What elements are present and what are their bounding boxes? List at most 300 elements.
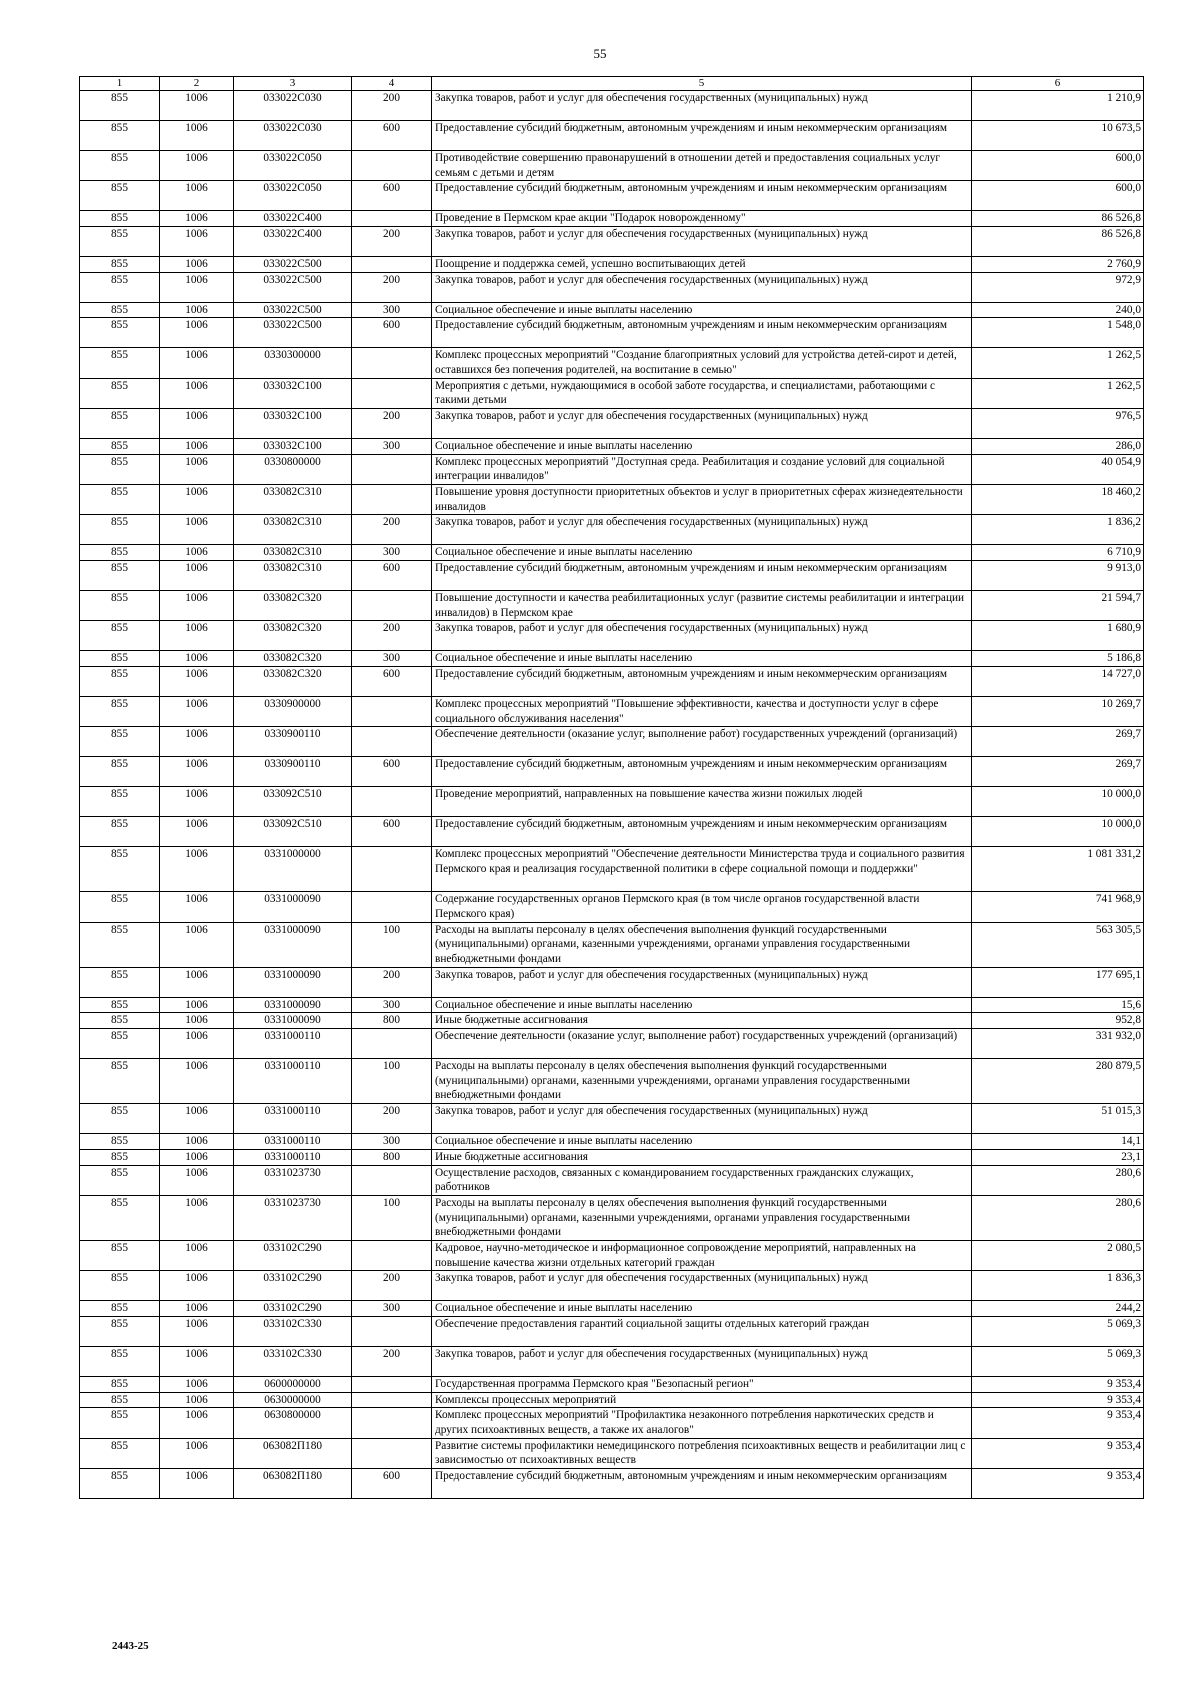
cell-description: Предоставление субсидий бюджетным, автономным учреждениям и иным некоммерческим организациям (432, 757, 972, 787)
cell-target-article: 033022С050 (234, 181, 352, 211)
cell-section-code: 1006 (160, 151, 234, 181)
cell-ministry-code: 855 (80, 591, 160, 621)
cell-ministry-code: 855 (80, 757, 160, 787)
table-row (80, 1149, 1144, 1165)
cell-description: Закупка товаров, работ и услуг для обеспечения государственных (муниципальных) нужд (432, 91, 972, 121)
cell-target-article: 0330900000 (234, 697, 352, 727)
cell-ministry-code: 855 (80, 1408, 160, 1438)
cell-expense-type: 600 (352, 1468, 432, 1498)
cell-expense-type: 600 (352, 667, 432, 697)
column-header: 2 (160, 77, 234, 91)
cell-section-code: 1006 (160, 1029, 234, 1059)
cell-amount: 9 353,4 (972, 1392, 1144, 1408)
cell-ministry-code: 855 (80, 561, 160, 591)
cell-target-article: 0331000110 (234, 1059, 352, 1104)
cell-amount: 1 680,9 (972, 621, 1144, 651)
cell-target-article: 0331000110 (234, 1149, 352, 1165)
cell-section-code: 1006 (160, 181, 234, 211)
cell-expense-type: 300 (352, 439, 432, 455)
cell-section-code: 1006 (160, 348, 234, 378)
cell-description: Закупка товаров, работ и услуг для обеспечения государственных (муниципальных) нужд (432, 272, 972, 302)
cell-section-code: 1006 (160, 621, 234, 651)
cell-amount: 1 262,5 (972, 348, 1144, 378)
table-row (80, 1392, 1144, 1408)
cell-ministry-code: 855 (80, 651, 160, 667)
cell-amount: 1 210,9 (972, 91, 1144, 121)
cell-amount: 563 305,5 (972, 922, 1144, 967)
cell-ministry-code: 855 (80, 211, 160, 227)
cell-target-article: 033022С050 (234, 151, 352, 181)
cell-ministry-code: 855 (80, 272, 160, 302)
cell-target-article: 0331000090 (234, 922, 352, 967)
cell-target-article: 033022С400 (234, 227, 352, 257)
cell-description: Предоставление субсидий бюджетным, автономным учреждениям и иным некоммерческим организациям (432, 1468, 972, 1498)
table-row (80, 1316, 1144, 1346)
cell-description: Повышение доступности и качества реабилитационных услуг (развитие системы реабилитации и интеграции инвалидов) в Пермском крае (432, 591, 972, 621)
cell-description: Обеспечение деятельности (оказание услуг, выполнение работ) государственных учреждений (организаций) (432, 1029, 972, 1059)
cell-amount: 1 548,0 (972, 318, 1144, 348)
cell-expense-type (352, 1408, 432, 1438)
cell-expense-type (352, 847, 432, 892)
cell-section-code: 1006 (160, 1165, 234, 1195)
cell-amount: 14 727,0 (972, 667, 1144, 697)
cell-section-code: 1006 (160, 1392, 234, 1408)
cell-amount: 244,2 (972, 1301, 1144, 1317)
cell-description: Проведение мероприятий, направленных на повышение качества жизни пожилых людей (432, 787, 972, 817)
cell-expense-type (352, 1240, 432, 1270)
cell-expense-type (352, 211, 432, 227)
cell-ministry-code: 855 (80, 454, 160, 484)
cell-amount: 10 673,5 (972, 121, 1144, 151)
cell-target-article: 033102С330 (234, 1346, 352, 1376)
table-row (80, 515, 1144, 545)
cell-ministry-code: 855 (80, 1029, 160, 1059)
cell-expense-type: 100 (352, 1195, 432, 1240)
cell-description: Социальное обеспечение и иные выплаты населению (432, 1134, 972, 1150)
cell-ministry-code: 855 (80, 1376, 160, 1392)
cell-description: Закупка товаров, работ и услуг для обеспечения государственных (муниципальных) нужд (432, 967, 972, 997)
cell-expense-type (352, 697, 432, 727)
cell-expense-type: 200 (352, 91, 432, 121)
table-row (80, 211, 1144, 227)
table-row (80, 545, 1144, 561)
table-row (80, 727, 1144, 757)
cell-expense-type: 300 (352, 302, 432, 318)
cell-amount: 9 353,4 (972, 1376, 1144, 1392)
table-row (80, 621, 1144, 651)
cell-description: Закупка товаров, работ и услуг для обеспечения государственных (муниципальных) нужд (432, 621, 972, 651)
cell-amount: 1 836,2 (972, 515, 1144, 545)
cell-amount: 9 353,4 (972, 1408, 1144, 1438)
table-row (80, 318, 1144, 348)
cell-expense-type (352, 485, 432, 515)
cell-expense-type (352, 378, 432, 408)
cell-description: Расходы на выплаты персоналу в целях обеспечения выполнения функций государственными (муниципальными) органами, казенными учреждениями, органами управления государственными внебюджетными фондами (432, 1195, 972, 1240)
cell-ministry-code: 855 (80, 1149, 160, 1165)
cell-target-article: 033032С100 (234, 439, 352, 455)
cell-expense-type (352, 591, 432, 621)
cell-amount: 9 353,4 (972, 1468, 1144, 1498)
cell-section-code: 1006 (160, 1149, 234, 1165)
cell-amount: 269,7 (972, 757, 1144, 787)
table-row (80, 302, 1144, 318)
cell-ministry-code: 855 (80, 817, 160, 847)
cell-target-article: 033082С320 (234, 591, 352, 621)
cell-amount: 9 353,4 (972, 1438, 1144, 1468)
cell-amount: 1 081 331,2 (972, 847, 1144, 892)
cell-expense-type (352, 257, 432, 273)
cell-amount: 331 932,0 (972, 1029, 1144, 1059)
cell-target-article: 0330800000 (234, 454, 352, 484)
cell-section-code: 1006 (160, 91, 234, 121)
cell-section-code: 1006 (160, 409, 234, 439)
cell-amount: 6 710,9 (972, 545, 1144, 561)
cell-expense-type: 300 (352, 997, 432, 1013)
cell-section-code: 1006 (160, 892, 234, 922)
table-row (80, 591, 1144, 621)
cell-section-code: 1006 (160, 439, 234, 455)
page-number: 55 (593, 46, 607, 61)
cell-ministry-code: 855 (80, 1438, 160, 1468)
cell-expense-type: 600 (352, 318, 432, 348)
cell-section-code: 1006 (160, 257, 234, 273)
table-row (80, 1240, 1144, 1270)
cell-ministry-code: 855 (80, 922, 160, 967)
table-row (80, 1271, 1144, 1301)
cell-target-article: 0331000090 (234, 997, 352, 1013)
cell-expense-type (352, 1392, 432, 1408)
cell-amount: 177 695,1 (972, 967, 1144, 997)
cell-ministry-code: 855 (80, 515, 160, 545)
cell-ministry-code: 855 (80, 121, 160, 151)
cell-ministry-code: 855 (80, 1059, 160, 1104)
table-row (80, 757, 1144, 787)
cell-ministry-code: 855 (80, 697, 160, 727)
cell-ministry-code: 855 (80, 1468, 160, 1498)
cell-target-article: 033092С510 (234, 787, 352, 817)
cell-amount: 5 069,3 (972, 1316, 1144, 1346)
cell-description: Социальное обеспечение и иные выплаты населению (432, 997, 972, 1013)
table-row (80, 151, 1144, 181)
cell-section-code: 1006 (160, 847, 234, 892)
cell-expense-type: 300 (352, 1301, 432, 1317)
cell-section-code: 1006 (160, 454, 234, 484)
cell-expense-type (352, 1316, 432, 1346)
cell-description: Предоставление субсидий бюджетным, автономным учреждениям и иным некоммерческим организациям (432, 181, 972, 211)
cell-target-article: 0330300000 (234, 348, 352, 378)
cell-expense-type: 100 (352, 1059, 432, 1104)
cell-expense-type: 600 (352, 561, 432, 591)
cell-description: Проведение в Пермском крае акции "Подарок новорожденному" (432, 211, 972, 227)
table-row (80, 485, 1144, 515)
table-row (80, 272, 1144, 302)
cell-expense-type: 200 (352, 967, 432, 997)
table-row (80, 439, 1144, 455)
table-row (80, 409, 1144, 439)
table-row (80, 1195, 1144, 1240)
cell-description: Иные бюджетные ассигнования (432, 1149, 972, 1165)
cell-ministry-code: 855 (80, 1134, 160, 1150)
cell-description: Предоставление субсидий бюджетным, автономным учреждениям и иным некоммерческим организациям (432, 561, 972, 591)
cell-ministry-code: 855 (80, 1195, 160, 1240)
cell-ministry-code: 855 (80, 91, 160, 121)
cell-target-article: 033102С290 (234, 1271, 352, 1301)
cell-expense-type (352, 892, 432, 922)
cell-ministry-code: 855 (80, 1316, 160, 1346)
table-row (80, 1438, 1144, 1468)
cell-ministry-code: 855 (80, 727, 160, 757)
table-row (80, 651, 1144, 667)
cell-target-article: 033092С510 (234, 817, 352, 847)
table-row (80, 1376, 1144, 1392)
cell-section-code: 1006 (160, 227, 234, 257)
cell-target-article: 033022С500 (234, 302, 352, 318)
cell-expense-type: 200 (352, 227, 432, 257)
cell-ministry-code: 855 (80, 997, 160, 1013)
table-row (80, 561, 1144, 591)
cell-description: Предоставление субсидий бюджетным, автономным учреждениям и иным некоммерческим организациям (432, 667, 972, 697)
cell-section-code: 1006 (160, 1346, 234, 1376)
cell-target-article: 0331000110 (234, 1134, 352, 1150)
cell-target-article: 033082С320 (234, 621, 352, 651)
cell-description: Комплексы процессных мероприятий (432, 1392, 972, 1408)
cell-description: Осуществление расходов, связанных с командированием государственных гражданских служащих, работников (432, 1165, 972, 1195)
cell-description: Повышение уровня доступности приоритетных объектов и услуг в приоритетных сферах жизнедеятельности инвалидов (432, 485, 972, 515)
cell-expense-type (352, 727, 432, 757)
cell-description: Закупка товаров, работ и услуг для обеспечения государственных (муниципальных) нужд (432, 1346, 972, 1376)
cell-target-article: 033022С400 (234, 211, 352, 227)
column-header: 6 (972, 77, 1144, 91)
cell-ministry-code: 855 (80, 1392, 160, 1408)
cell-description: Государственная программа Пермского края "Безопасный регион" (432, 1376, 972, 1392)
cell-amount: 240,0 (972, 302, 1144, 318)
cell-section-code: 1006 (160, 272, 234, 302)
document-code: 2443-25 (112, 1640, 149, 1652)
table-row (80, 1301, 1144, 1317)
cell-expense-type: 300 (352, 1134, 432, 1150)
cell-target-article: 0330900110 (234, 757, 352, 787)
cell-section-code: 1006 (160, 727, 234, 757)
cell-target-article: 0630000000 (234, 1392, 352, 1408)
cell-ministry-code: 855 (80, 181, 160, 211)
cell-amount: 280,6 (972, 1165, 1144, 1195)
cell-ministry-code: 855 (80, 257, 160, 273)
cell-target-article: 0331000090 (234, 892, 352, 922)
cell-amount: 15,6 (972, 997, 1144, 1013)
cell-target-article: 033082С310 (234, 515, 352, 545)
table-row (80, 1134, 1144, 1150)
cell-amount: 9 913,0 (972, 561, 1144, 591)
table-row (80, 227, 1144, 257)
cell-ministry-code: 855 (80, 1013, 160, 1029)
table-row (80, 1059, 1144, 1104)
cell-amount: 14,1 (972, 1134, 1144, 1150)
table-row (80, 1013, 1144, 1029)
cell-section-code: 1006 (160, 1301, 234, 1317)
cell-section-code: 1006 (160, 121, 234, 151)
table-row (80, 378, 1144, 408)
cell-ministry-code: 855 (80, 1104, 160, 1134)
cell-target-article: 0331000110 (234, 1104, 352, 1134)
cell-expense-type: 200 (352, 409, 432, 439)
cell-section-code: 1006 (160, 967, 234, 997)
cell-description: Предоставление субсидий бюджетным, автономным учреждениям и иным некоммерческим организациям (432, 817, 972, 847)
cell-ministry-code: 855 (80, 545, 160, 561)
cell-description: Социальное обеспечение и иные выплаты населению (432, 651, 972, 667)
cell-ministry-code: 855 (80, 1301, 160, 1317)
cell-ministry-code: 855 (80, 847, 160, 892)
cell-amount: 40 054,9 (972, 454, 1144, 484)
table-header-row (80, 77, 1144, 91)
cell-amount: 10 000,0 (972, 817, 1144, 847)
cell-expense-type (352, 787, 432, 817)
cell-expense-type (352, 1438, 432, 1468)
cell-section-code: 1006 (160, 378, 234, 408)
cell-section-code: 1006 (160, 1013, 234, 1029)
cell-target-article: 063082П180 (234, 1438, 352, 1468)
cell-amount: 51 015,3 (972, 1104, 1144, 1134)
cell-description: Кадровое, научно-методическое и информационное сопровождение мероприятий, направленных на повышение качества жизни отдельных категорий граждан (432, 1240, 972, 1270)
cell-ministry-code: 855 (80, 967, 160, 997)
cell-target-article: 033102С290 (234, 1240, 352, 1270)
cell-expense-type: 300 (352, 545, 432, 561)
table-row (80, 922, 1144, 967)
cell-expense-type: 600 (352, 181, 432, 211)
cell-target-article: 033022С030 (234, 121, 352, 151)
table-row (80, 181, 1144, 211)
cell-ministry-code: 855 (80, 409, 160, 439)
cell-ministry-code: 855 (80, 787, 160, 817)
column-header: 4 (352, 77, 432, 91)
cell-amount: 2 760,9 (972, 257, 1144, 273)
cell-amount: 86 526,8 (972, 211, 1144, 227)
cell-description: Социальное обеспечение и иные выплаты населению (432, 439, 972, 455)
cell-ministry-code: 855 (80, 227, 160, 257)
cell-ministry-code: 855 (80, 378, 160, 408)
table-row (80, 967, 1144, 997)
cell-expense-type: 200 (352, 1104, 432, 1134)
cell-amount: 5 186,8 (972, 651, 1144, 667)
cell-expense-type: 200 (352, 272, 432, 302)
cell-ministry-code: 855 (80, 1346, 160, 1376)
cell-expense-type: 200 (352, 621, 432, 651)
table-row (80, 997, 1144, 1013)
cell-description: Расходы на выплаты персоналу в целях обеспечения выполнения функций государственными (муниципальными) органами, казенными учреждениями, органами управления государственными внебюджетными фондами (432, 922, 972, 967)
table-row (80, 348, 1144, 378)
cell-target-article: 033082С320 (234, 667, 352, 697)
cell-target-article: 0630800000 (234, 1408, 352, 1438)
cell-section-code: 1006 (160, 997, 234, 1013)
table-row (80, 1408, 1144, 1438)
cell-section-code: 1006 (160, 1059, 234, 1104)
cell-section-code: 1006 (160, 318, 234, 348)
cell-amount: 23,1 (972, 1149, 1144, 1165)
cell-ministry-code: 855 (80, 439, 160, 455)
cell-ministry-code: 855 (80, 151, 160, 181)
budget-table (79, 76, 1144, 1499)
cell-ministry-code: 855 (80, 1240, 160, 1270)
cell-expense-type: 600 (352, 817, 432, 847)
cell-expense-type: 800 (352, 1013, 432, 1029)
table-row (80, 892, 1144, 922)
cell-section-code: 1006 (160, 922, 234, 967)
cell-target-article: 033082С320 (234, 651, 352, 667)
cell-description: Комплекс процессных мероприятий "Повышение эффективности, качества и доступности услуг в сфере социального обслуживания населения" (432, 697, 972, 727)
cell-section-code: 1006 (160, 211, 234, 227)
cell-section-code: 1006 (160, 485, 234, 515)
table-row (80, 787, 1144, 817)
cell-amount: 952,8 (972, 1013, 1144, 1029)
cell-ministry-code: 855 (80, 485, 160, 515)
cell-expense-type (352, 1376, 432, 1392)
cell-target-article: 033032С100 (234, 378, 352, 408)
cell-amount: 86 526,8 (972, 227, 1144, 257)
cell-section-code: 1006 (160, 302, 234, 318)
cell-amount: 741 968,9 (972, 892, 1144, 922)
cell-section-code: 1006 (160, 1104, 234, 1134)
cell-ministry-code: 855 (80, 1165, 160, 1195)
cell-description: Содержание государственных органов Пермского края (в том числе органов государственной власти Пермского края) (432, 892, 972, 922)
cell-description: Поощрение и поддержка семей, успешно воспитывающих детей (432, 257, 972, 273)
cell-ministry-code: 855 (80, 1271, 160, 1301)
cell-description: Закупка товаров, работ и услуг для обеспечения государственных (муниципальных) нужд (432, 1271, 972, 1301)
table-row (80, 91, 1144, 121)
cell-description: Развитие системы профилактики немедицинского потребления психоактивных веществ и реабилитации лиц с зависимостью от психоактивных веществ (432, 1438, 972, 1468)
cell-expense-type (352, 454, 432, 484)
cell-target-article: 0331000110 (234, 1029, 352, 1059)
cell-description: Противодействие совершению правонарушений в отношении детей и предоставления социальных услуг семьям с детьми и детям (432, 151, 972, 181)
cell-amount: 286,0 (972, 439, 1144, 455)
cell-description: Социальное обеспечение и иные выплаты населению (432, 302, 972, 318)
table-row (80, 667, 1144, 697)
cell-expense-type: 200 (352, 1271, 432, 1301)
cell-description: Иные бюджетные ассигнования (432, 1013, 972, 1029)
cell-section-code: 1006 (160, 697, 234, 727)
table-row (80, 817, 1144, 847)
cell-target-article: 0331023730 (234, 1165, 352, 1195)
cell-section-code: 1006 (160, 1408, 234, 1438)
cell-description: Предоставление субсидий бюджетным, автономным учреждениям и иным некоммерческим организациям (432, 121, 972, 151)
cell-target-article: 033022С500 (234, 318, 352, 348)
cell-target-article: 0331000090 (234, 1013, 352, 1029)
cell-description: Комплекс процессных мероприятий "Профилактика незаконного потребления наркотических средств и других психоактивных веществ, а также их аналогов" (432, 1408, 972, 1438)
cell-section-code: 1006 (160, 1195, 234, 1240)
cell-amount: 976,5 (972, 409, 1144, 439)
cell-ministry-code: 855 (80, 621, 160, 651)
cell-amount: 600,0 (972, 181, 1144, 211)
cell-target-article: 033022С030 (234, 91, 352, 121)
cell-amount: 18 460,2 (972, 485, 1144, 515)
cell-amount: 2 080,5 (972, 1240, 1144, 1270)
cell-target-article: 033022С500 (234, 272, 352, 302)
table-row (80, 1468, 1144, 1498)
cell-amount: 10 269,7 (972, 697, 1144, 727)
cell-description: Мероприятия с детьми, нуждающимися в особой заботе государства, и специалистами, работающими с такими детьми (432, 378, 972, 408)
cell-expense-type: 200 (352, 515, 432, 545)
cell-target-article: 0600000000 (234, 1376, 352, 1392)
cell-amount: 280,6 (972, 1195, 1144, 1240)
cell-section-code: 1006 (160, 515, 234, 545)
cell-amount: 10 000,0 (972, 787, 1144, 817)
cell-expense-type: 600 (352, 121, 432, 151)
cell-amount: 280 879,5 (972, 1059, 1144, 1104)
cell-amount: 269,7 (972, 727, 1144, 757)
cell-section-code: 1006 (160, 591, 234, 621)
cell-expense-type (352, 151, 432, 181)
cell-target-article: 033022С500 (234, 257, 352, 273)
cell-expense-type (352, 1165, 432, 1195)
table-row (80, 1165, 1144, 1195)
